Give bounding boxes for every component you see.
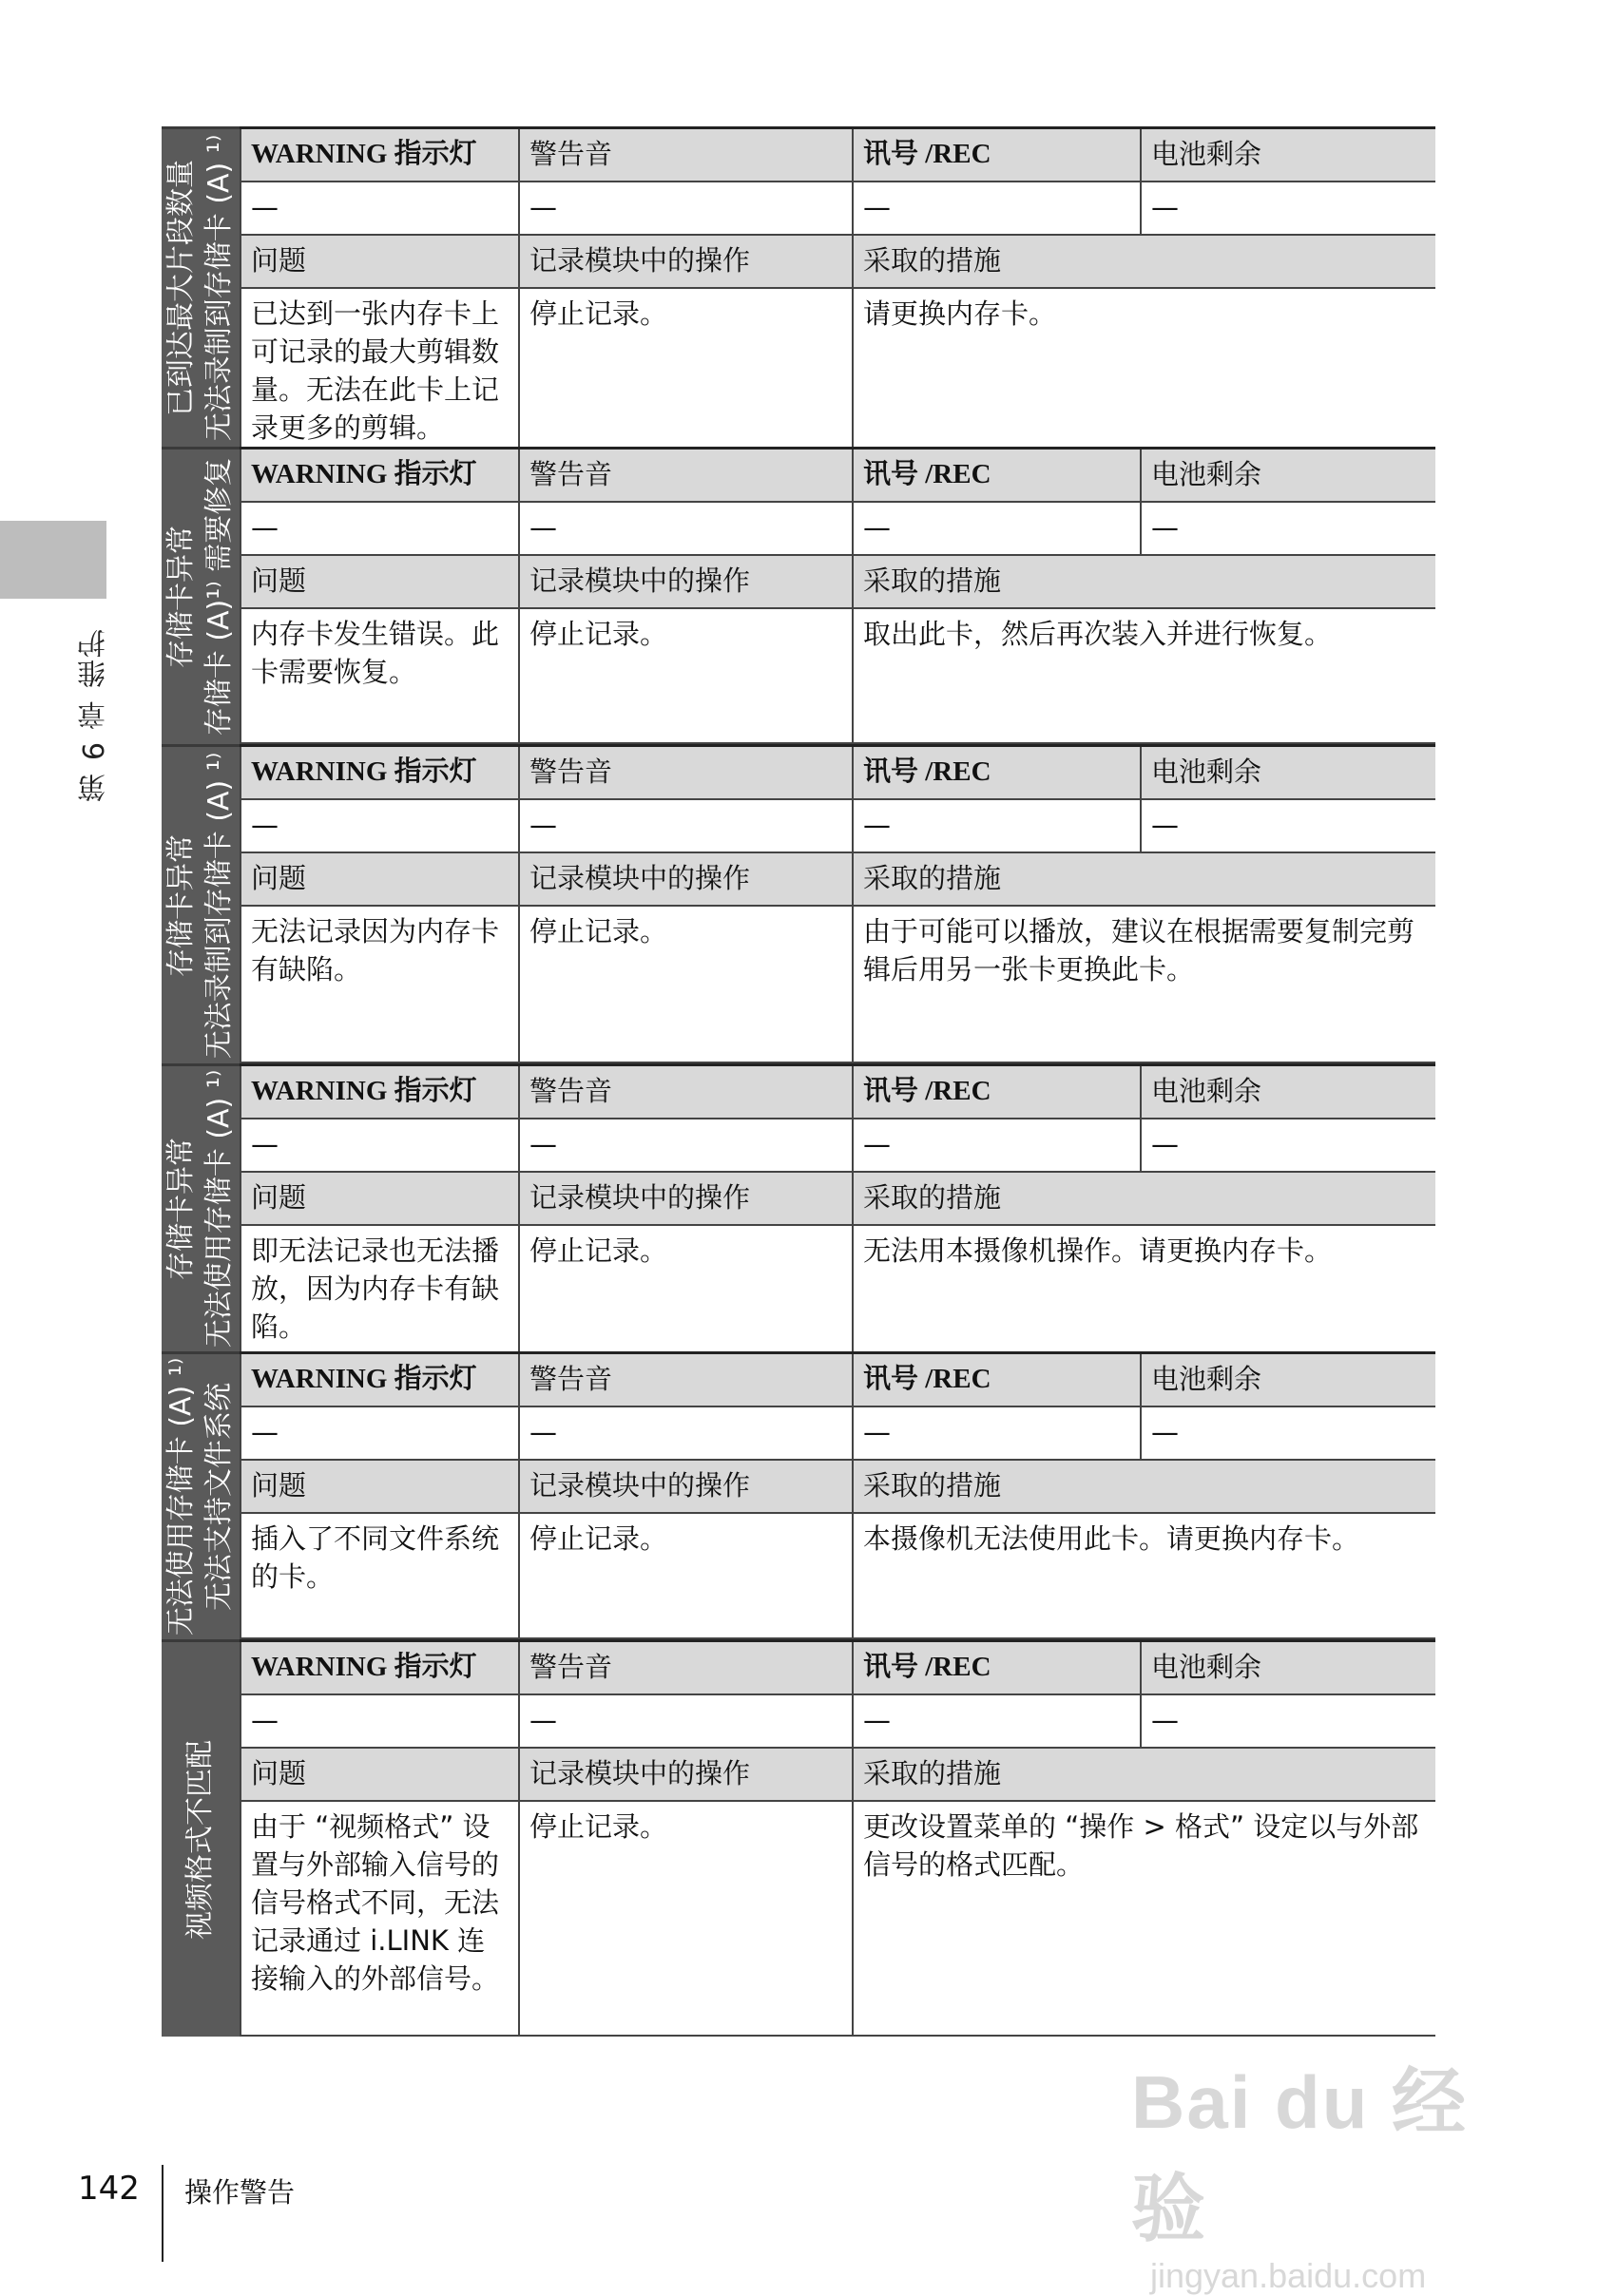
action-text: 本摄像机无法使用此卡。请更换内存卡。 — [853, 1513, 1435, 1639]
action-text: 取出此卡，然后再次装入并进行恢复。 — [853, 608, 1435, 744]
header-warning-led: WARNING 指示灯 — [241, 128, 519, 182]
warning-block — [162, 1639, 1435, 2037]
problem-text: 已达到一张内存卡上可记录的最大剪辑数量。无法在此卡上记录更多的剪辑。 — [241, 288, 519, 453]
block-label — [162, 126, 240, 447]
problem-text: 由于 “视频格式” 设置与外部输入信号的信号格式不同，无法记录通过 i.LINK 连接输入的外部信号。 — [241, 1801, 519, 2037]
header-battery: 电池剩余 — [1141, 128, 1435, 182]
operation-text: 停止记录。 — [519, 1225, 853, 1352]
warning-table — [240, 1351, 1435, 1639]
indicator-value: — — [241, 182, 519, 235]
watermark-logo — [1131, 2043, 1521, 2295]
warning-table — [240, 126, 1435, 454]
indicator-value: — — [1141, 799, 1435, 852]
watermark-brand: Bai du 经验 — [1131, 2060, 1469, 2250]
header-operation: 记录模块中的操作 — [519, 1460, 853, 1513]
indicator-value: — — [241, 1694, 519, 1748]
block-label-line: 无法使用存储卡 (A) ¹⁾ — [202, 1069, 236, 1349]
indicator-value: — — [519, 1406, 853, 1460]
indicator-value: — — [241, 799, 519, 852]
indicator-value: — — [853, 1694, 1141, 1748]
indicator-value: — — [1141, 182, 1435, 235]
header-problem: 问题 — [241, 1460, 519, 1513]
footer-divider — [162, 2165, 164, 2262]
page-number: 142 — [78, 2170, 140, 2208]
header-warning-led: WARNING 指示灯 — [241, 746, 519, 799]
indicator-value: — — [1141, 502, 1435, 555]
section-title: 操作警告 — [184, 2176, 296, 2209]
warning-table — [240, 1639, 1435, 2037]
indicator-value: — — [519, 502, 853, 555]
warning-block — [162, 1063, 1435, 1351]
header-battery: 电池剩余 — [1141, 1065, 1435, 1119]
indicator-value: — — [241, 1119, 519, 1172]
block-label-line: 存储卡异常 — [164, 833, 198, 977]
block-label-line: 视频格式不匹配 — [183, 1739, 217, 1940]
header-problem: 问题 — [241, 555, 519, 608]
header-operation: 记录模块中的操作 — [519, 1748, 853, 1801]
header-tally: 讯号 /REC — [853, 1641, 1141, 1694]
header-warning-led: WARNING 指示灯 — [241, 449, 519, 502]
block-label — [162, 1351, 240, 1639]
warning-table — [240, 744, 1435, 1063]
action-text: 更改设置菜单的 “操作 > 格式” 设定以与外部信号的格式匹配。 — [853, 1801, 1435, 2037]
warning-table — [240, 1063, 1435, 1353]
watermark-site: jingyan.baidu.com — [1150, 2256, 1427, 2295]
indicator-value: — — [519, 1119, 853, 1172]
warning-block — [162, 126, 1435, 447]
block-label-line: 无法录制到存储卡 (A) ¹⁾ — [202, 752, 236, 1059]
problem-text: 即无法记录也无法播放，因为内存卡有缺陷。 — [241, 1225, 519, 1352]
header-action: 采取的措施 — [853, 555, 1435, 608]
indicator-value: — — [519, 799, 853, 852]
header-warning-led: WARNING 指示灯 — [241, 1353, 519, 1406]
block-label-line: 无法录制到存储卡 (A) ¹⁾ — [202, 134, 236, 442]
header-alarm-sound: 警告音 — [519, 449, 853, 502]
header-tally: 讯号 /REC — [853, 449, 1141, 502]
header-problem: 问题 — [241, 235, 519, 288]
header-operation: 记录模块中的操作 — [519, 852, 853, 906]
operation-text: 停止记录。 — [519, 1801, 853, 2037]
header-tally: 讯号 /REC — [853, 1065, 1141, 1119]
header-tally: 讯号 /REC — [853, 128, 1141, 182]
block-label-line: 存储卡异常 — [164, 526, 198, 668]
header-alarm-sound: 警告音 — [519, 1353, 853, 1406]
problem-text: 插入了不同文件系统的卡。 — [241, 1513, 519, 1639]
warning-block — [162, 744, 1435, 1063]
operation-text: 停止记录。 — [519, 608, 853, 744]
action-text: 无法用本摄像机操作。请更换内存卡。 — [853, 1225, 1435, 1352]
block-label — [162, 744, 240, 1063]
header-tally: 讯号 /REC — [853, 1353, 1141, 1406]
indicator-value: — — [241, 1406, 519, 1460]
header-action: 采取的措施 — [853, 1460, 1435, 1513]
block-label-line: 存储卡 (A)¹⁾ 需要修复 — [202, 457, 236, 737]
indicator-value: — — [853, 1119, 1141, 1172]
indicator-value: — — [1141, 1406, 1435, 1460]
header-battery: 电池剩余 — [1141, 449, 1435, 502]
header-problem: 问题 — [241, 1748, 519, 1801]
header-alarm-sound: 警告音 — [519, 1065, 853, 1119]
header-action: 采取的措施 — [853, 852, 1435, 906]
header-operation: 记录模块中的操作 — [519, 1172, 853, 1225]
header-battery: 电池剩余 — [1141, 746, 1435, 799]
block-label — [162, 1639, 240, 2037]
operation-text: 停止记录。 — [519, 906, 853, 1063]
block-label-line: 无法支持文件系统 — [202, 1383, 236, 1611]
header-warning-led: WARNING 指示灯 — [241, 1641, 519, 1694]
warning-block — [162, 447, 1435, 744]
header-alarm-sound: 警告音 — [519, 746, 853, 799]
problem-text: 无法记录因为内存卡有缺陷。 — [241, 906, 519, 1063]
indicator-value: — — [1141, 1694, 1435, 1748]
header-action: 采取的措施 — [853, 1172, 1435, 1225]
header-battery: 电池剩余 — [1141, 1641, 1435, 1694]
header-action: 采取的措施 — [853, 235, 1435, 288]
block-label-line: 无法使用存储卡 (A) ¹⁾ — [164, 1357, 198, 1636]
header-problem: 问题 — [241, 1172, 519, 1225]
action-text: 请更换内存卡。 — [853, 288, 1435, 453]
warning-table — [240, 447, 1435, 744]
operation-text: 停止记录。 — [519, 1513, 853, 1639]
indicator-value: — — [519, 1694, 853, 1748]
chapter-side-tab — [0, 521, 106, 599]
header-action: 采取的措施 — [853, 1748, 1435, 1801]
warning-block — [162, 1351, 1435, 1639]
block-label — [162, 1063, 240, 1351]
header-problem: 问题 — [241, 852, 519, 906]
block-label — [162, 447, 240, 744]
header-alarm-sound: 警告音 — [519, 128, 853, 182]
block-label-line: 存储卡异常 — [164, 1138, 198, 1280]
block-label-line: 已到达最大片段数量 — [164, 160, 198, 416]
indicator-value: — — [241, 502, 519, 555]
problem-text: 内存卡发生错误。此卡需要恢复。 — [241, 608, 519, 744]
indicator-value: — — [1141, 1119, 1435, 1172]
indicator-value: — — [853, 182, 1141, 235]
indicator-value: — — [853, 1406, 1141, 1460]
chapter-label: 第 6 章 维护 — [78, 627, 111, 802]
header-operation: 记录模块中的操作 — [519, 555, 853, 608]
action-text: 由于可能可以播放，建议在根据需要复制完剪辑后用另一张卡更换此卡。 — [853, 906, 1435, 1063]
indicator-value: — — [519, 182, 853, 235]
indicator-value: — — [853, 502, 1141, 555]
header-tally: 讯号 /REC — [853, 746, 1141, 799]
indicator-value: — — [853, 799, 1141, 852]
header-operation: 记录模块中的操作 — [519, 235, 853, 288]
header-battery: 电池剩余 — [1141, 1353, 1435, 1406]
header-warning-led: WARNING 指示灯 — [241, 1065, 519, 1119]
header-alarm-sound: 警告音 — [519, 1641, 853, 1694]
operation-text: 停止记录。 — [519, 288, 853, 453]
